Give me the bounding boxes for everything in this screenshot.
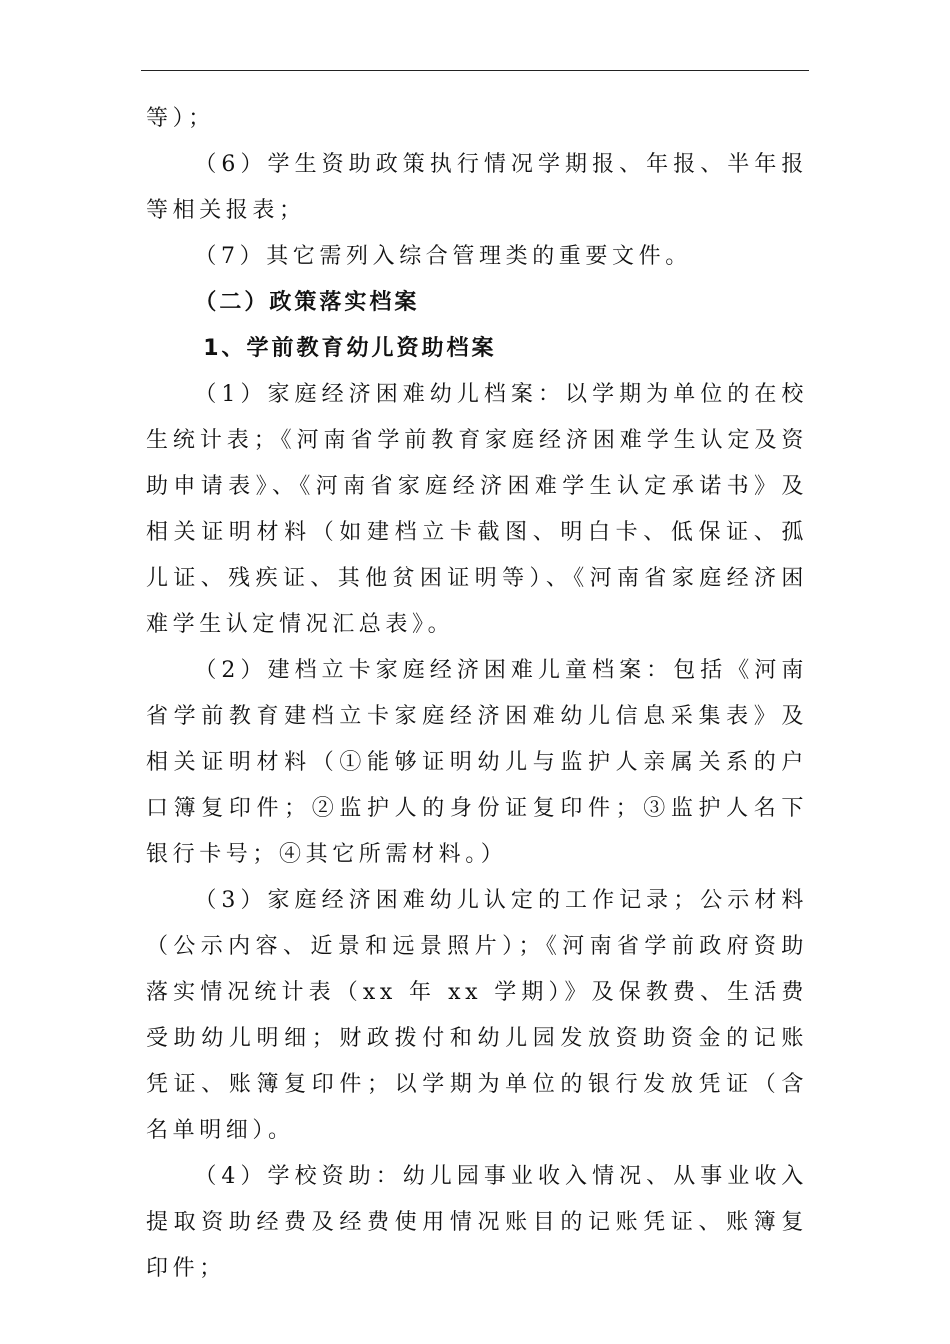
paragraph-item-6: （6）学生资助政策执行情况学期报、年报、半年报等相关报表； [146,152,808,223]
paragraph-item-3: （3）家庭经济困难幼儿认定的工作记录；公示材料（公示内容、近景和远景照片）；《河南省学前政府资助落实情况统计表（xx 年 xx 学期）》及保教费、生活费受助幼儿明细；财政拨付和幼儿园发放资助资金的记账凭证、账簿复印件；以学期为单位的银行发放凭证（含名单明细）。 [146,888,808,1143]
header-rule [141,70,809,71]
paragraph-item-2: （2）建档立卡家庭经济困难儿童档案：包括《河南省学前教育建档立卡家庭经济困难幼儿信息采集表》及相关证明材料（①能够证明幼儿与监护人亲属关系的户口簿复印件；②监护人的身份证复印件；③监护人名下银行卡号；④其它所需材料。） [146,658,808,867]
section-heading-policy-archive: （二）政策落实档案 [194,290,420,315]
paragraph-item-4: （4）学校资助：幼儿园事业收入情况、从事业收入提取资助经费及经费使用情况账目的记账凭证、账簿复印件； [146,1164,808,1281]
paragraph-continuation: 等）； [146,106,215,131]
document-body [146,96,808,1292]
paragraph-item-1: （1）家庭经济困难幼儿档案：以学期为单位的在校生统计表；《河南省学前教育家庭经济困难学生认定及资助申请表》、《河南省家庭经济困难学生认定承诺书》及相关证明材料（如建档立卡截图、明白卡、低保证、孤儿证、残疾证、其他贫困证明等）、《河南省家庭经济困难学生认定情况汇总表》。 [146,382,808,637]
paragraph-item-7: （7）其它需列入综合管理类的重要文件。 [194,244,692,269]
subsection-heading-preschool-aid: 1、学前教育幼儿资助档案 [203,336,497,361]
